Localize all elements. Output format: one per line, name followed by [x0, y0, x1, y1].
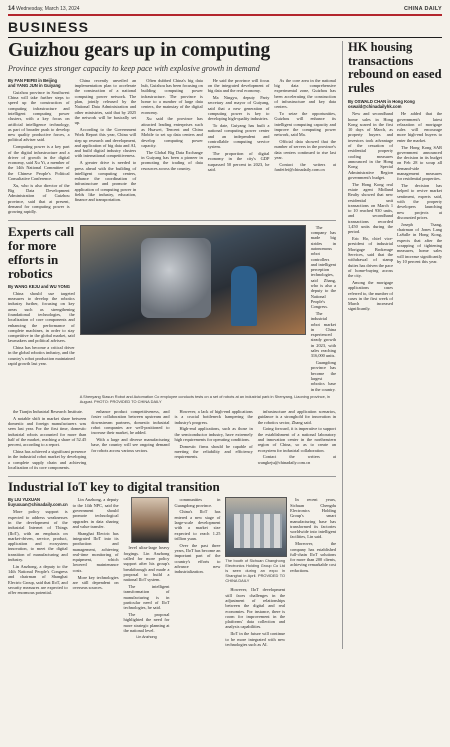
paragraph: Guizhou province in Southwest China will take further steps to speed up the construction of computing infrastructure and intelligent computing power clusters, with a key focus on artificial intelligence technology, as part of broader push to develop new quality productive forces, a political adviser said. [8, 89, 70, 143]
robot-photo-caption: A Shenyang Siasun Robot and Automation Co employee conducts tests on a set of robots at an industrial park in Shenyang, Liaoning province, in August. PHOTO: PROVIDED TO CHINA DAILY [79, 394, 330, 405]
paragraph: He added that the government's latest relaxation of mortgage rules will encourage more high-end buyers to enter the market. [397, 111, 442, 143]
section-rule [8, 37, 442, 38]
paragraph: The proposal highlighted the need for more strategic planning at the national level. [123, 611, 170, 633]
main-col-1 [8, 78, 70, 216]
paragraph: The Hong Kong SAR government announced the decision in its budget on Feb 28 to scrap all demand-side management measures for residential properties. [397, 144, 442, 182]
paragraph: Official data showed that the number of servers in the province's data centers continued to rise last year. [274, 139, 336, 160]
paragraph: New and secondhand home sales in Hong Kong soared in the first 10 days of March, as property buyers and investors took advantage of the cessation of residential property cooling measures announced in the Hong Kong Special Administrative Region government's budget. [348, 111, 393, 180]
iot-columns [8, 497, 336, 648]
byline-line-1: By FAN FEIFEI in Beijing [8, 77, 58, 83]
paragraph: With a large and diverse manufacturing base, the country will see ongoing demand for robots across various sectors. [91, 437, 170, 453]
paragraph: Lin Anzhong, a deputy to the 14th NPC, said the government should promote technological upgrades in data sharing and value transfer. [72, 497, 119, 529]
paragraph: The Hong Kong real estate agent Midland Realty showed that new residential unit transactions on March 1 to 10 reached 930 units, and secondhand transactions recorded 1,450 units during the period. [348, 181, 393, 235]
robotics-col-2 [311, 225, 336, 394]
paragraph: The intelligent transformation of manufacturing is in particular need of IIoT technologies, he said. [123, 583, 170, 611]
page-number: 14 [8, 6, 15, 12]
paragraph: enhance product competitiveness, and foster collaboration between upstream and downstream partners, domestic industrial robot companies are well-positioned to increase their market, he added. [91, 409, 170, 436]
mid-col-4 [258, 409, 336, 472]
paragraph: In recent years, Sichuan Chengdu Electronics Holding Group's smart manufacturing base has transformed its factories worldwide into intelligent facilities, Lin said. [290, 497, 337, 540]
paragraph: Shanghai Electric has integrated IIoT into its production and management, achieving real-time monitoring of equipment, which lowered maintenance costs. [72, 530, 119, 573]
paragraph: More policy support is expected to address weaknesses in the development of the industrial Internet of Things (IIoT), with an emphasis on market-driven, service, product, application and ecosystem innovation, to meet the digital transition of manufacturing and industry. [8, 509, 68, 563]
iot-col-1 [8, 497, 68, 648]
robotics-right [80, 225, 336, 409]
robotics-byline: By WANG KEJU and WU YONG [8, 283, 71, 289]
main-story-columns [8, 78, 336, 216]
mid-col-1 [8, 409, 86, 472]
robotics-continuation [8, 409, 336, 472]
paragraph: A greater drive is needed to press ahead with the building of intelligent computing centers, enhance the coordination of infrastructure and promote the application of computing power in fields like industry, education, finance and transportation. [74, 160, 137, 203]
paragraph: According to the Government Work Report this year, China will step up research and development, and application of big data and AI, and build digital industry clusters with international competitiveness. [74, 126, 137, 159]
iot-byline-name: By LIU YUXUAN [8, 497, 41, 503]
hk-byline [348, 99, 442, 109]
robotics-block [8, 225, 336, 409]
contact-line: Contact the writers at wangkeju@chinadaily.com.cn [257, 454, 336, 465]
paragraph: To date, Guiyang has built a national computing power center and an independent and controllable computing service system. [207, 123, 270, 150]
paragraph: Among the mortgage applications cases referred to, the number of cases in the first week of March increased significantly. [348, 280, 393, 312]
right-rail [342, 41, 442, 648]
paragraph: Over the past three years, IIoT has become an important part of the country's efforts to advance new industrialization. [174, 542, 221, 575]
page-header [8, 6, 442, 12]
paragraph: Moreover, the company has established full-chain IIoT solutions for more than 200 clients, achieving remarkable cost reductions. [290, 541, 337, 573]
story-separator [8, 220, 336, 221]
paragraph: China should use targeted measures to develop the robotics industry further, focusing on key areas such as strengthening foundational technologies, the localization of core components and enhancing the performance of complete machines, in order to stay competitive in the global market, said lawmakers and political advisers. [8, 290, 75, 344]
paragraph: The company has made big strides in autonomous robot controllers and intelligent perception technologies, said Zhang, who is also a deputy to the National People's Congress. [310, 224, 336, 310]
iot-col-4 [174, 497, 220, 648]
paragraph: However, IIoT development still faces challenges in the adjustment of relationships between the digital and real economies. For instance, there is room for improvement in the platforms' data collection and analysis capabilities. [225, 587, 286, 630]
paragraph: Ma Ningyu, deputy Party secretary and mayor of Guiyang, said that a new generation of computing power is key to developing high-quality industries. [207, 95, 270, 122]
paragraph: Joseph Tsang, chairman of Jones Lang LaSalle in Hong Kong, expects that after the scrapping of tightening measures, home sales will increase significantly by 10 percent this year. [397, 221, 442, 264]
contact-line: Contact the writers at fanfeifei@chinadaily.com.cn [274, 161, 336, 173]
paragraph: As the core area in the national big data comprehensive experimental zone, Guizhou has been accelerating the construction of infrastructure and key data centers. [274, 77, 336, 110]
portrait-photo [131, 497, 169, 543]
hk-col-2 [397, 111, 442, 313]
section-title: BUSINESS [8, 18, 90, 35]
paragraph: communities in Guangdong province. [174, 497, 221, 508]
iot-col-5 [225, 497, 285, 648]
paragraph: A notable shift in market share between domestic and foreign manufacturers was seen last year. For the first time, domestic industrial robots accounted for more than half of the market, reaching a share of 52.45 percent, according to a report. [8, 415, 87, 448]
publication-logo: CHINA DAILY [403, 6, 442, 12]
paragraph: level ultra-large heavy forgings. Lin Anzhong called for more policy support after his group's breakthrough and made a proposal to build a national IIoT system. [123, 545, 170, 583]
paragraph: China has become a critical driver in the global robotics industry, and the country's robot production maintained rapid growth last year. [8, 345, 75, 367]
expo-rack-shape [234, 514, 282, 548]
paragraph: The Global Big Data Exchange in Guiyang has been a pioneer in promoting the trading of data resources across the country. [141, 149, 203, 171]
paragraph: High-end applications, such as those in the semiconductor industry, have extremely high requirements for operating conditions. [174, 426, 253, 442]
iot-headline: Industrial IoT key to digital transition [8, 479, 220, 495]
paragraph: To seize the opportunities, Guizhou will enhance its intelligent computing capacity and improve the computing power network, said Ma. [274, 111, 336, 138]
iot-col-6 [290, 497, 336, 648]
iot-col-2 [73, 497, 119, 648]
left-area [8, 41, 336, 648]
main-col-3 [141, 78, 203, 216]
paragraph: China recently unveiled an implementation plan to accelerate the construction of a national computing power network. The plan, jointly released by the National Data Administration and other ministries, said that by 2025 the network will be basically set up. [74, 77, 137, 126]
paragraph: Guangdong province has become the largest robotics base in the country. [310, 360, 336, 392]
robotics-text [8, 225, 75, 409]
story-separator [8, 476, 336, 477]
paragraph: Going forward, it is imperative to support the establishment of a national laboratory and innovation center in the northeastern region of China, so as to create an ecosystem for industrial collaboration. [257, 426, 336, 453]
header-rule [8, 14, 442, 16]
paragraph: Often dubbed China's big data hub, Guizhou has been focusing on building computing power infrastructure. The province is home to a number of large data centers, the mainstay of the digital economy. [141, 77, 203, 115]
mid-col-2 [91, 409, 169, 472]
iot-byline-email: liuyuxuan@chinadaily.com.cn [8, 502, 68, 508]
paragraph: More key technologies are still dependent on overseas sources. [72, 574, 119, 591]
paragraph: The decision has helped to revive market sentiment, experts said, with the property developers launching new projects at discounted prices. [397, 183, 442, 220]
hk-columns [348, 111, 442, 313]
robot-arm-shape [141, 238, 211, 318]
expo-photo-caption: The booth of Sichuan Changhong Electronics Holding Group Co Ltd is seen during an expo in Shanghai in April. PROVIDED TO CHINA DAILY [225, 558, 286, 583]
expo-photo [225, 497, 287, 557]
main-byline [8, 78, 70, 88]
main-headline: Guizhou gears up in computing [8, 40, 271, 62]
iot-col-3 [124, 497, 170, 648]
paragraph: China has achieved a significant presence in the industrial robot market by developing a complete supply chain and achieving localization of its core components. [8, 449, 87, 470]
robot-photo [80, 225, 306, 335]
paragraph: infrastructure and application scenarios, guidance is a stronghold for innovation in the robotics sector, Zhang said. [257, 409, 336, 425]
robotics-headline: Experts call for more efforts in robotics [8, 223, 75, 281]
worker-shape [231, 266, 257, 326]
hk-byline-name: By OSWALD CHAN in Hong Kong [348, 99, 415, 105]
iot-byline [8, 497, 68, 507]
paragraph: The industrial robot market in China experienced steady growth in 2023, with sales reaching 316,000 units. [310, 310, 336, 359]
paragraph: the Tianjin Industrial Research Institute. [13, 409, 83, 415]
paragraph: He said the province will focus on the integrated development of big data and the real economy. [207, 77, 270, 94]
byline-line-2: and YANG JUN in Guiyang [8, 82, 61, 88]
main-col-4 [208, 78, 270, 216]
hk-byline-email: oswald@chinadailyhk.com [348, 104, 402, 110]
paragraph: IIoT in the future will continue to be more integrated with new technologies such as AI. [225, 631, 286, 647]
paragraph: Lin Anzhong, a deputy to the 14th National People's Congress and chairman of Shanghai Electric Group, said that IIoT, and security measures are expected to offer enormous potential. [8, 563, 68, 596]
main-dek: Province eyes stronger capacity to keep pace with explosive growth in demand [8, 64, 260, 74]
paragraph: Domestic firms should be capable of meeting the reliability and efficiency requirements. [174, 443, 253, 460]
paragraph: Xu said the province has attracted leading enterprises such as Huawei, Tencent and China Mobile to set up data centers and develop computing power capacity. [141, 116, 203, 148]
page-date: Wednesday, March 13, 2024 [16, 6, 80, 12]
main-col-5 [274, 78, 336, 216]
paragraph: However, a lack of high-end applications is a crucial bottleneck hampering the industry's progress. [174, 409, 253, 425]
paragraph: Eric Ho, chief vice-president of industrial Mortgage Brokerage Services, said that the withdrawal of stamp duties has driven the pace of home-buying across the city. [348, 236, 393, 279]
paragraph: Xu, who is also director of the Big Data Development Administration of Guizhou province, said that at present, demand for computing power is growing rapidly. [8, 182, 70, 215]
mid-col-3 [175, 409, 253, 472]
main-col-2 [75, 78, 137, 216]
robotics-col-1 [8, 284, 75, 367]
hk-col-1 [348, 111, 393, 313]
paragraph: The proportion of digital economy in the city's GDP surpassed 50 percent in 2023, he said. [207, 151, 270, 173]
hk-headline: HK housing transactions rebound on eased rules [348, 40, 442, 95]
paragraph: Computing power is a key part of the digital infrastructure and a driver of growth in the digital economy, said Xu Yi, a member of the 14th National Committee of the Chinese People's Political Consultative Conference. [8, 144, 70, 182]
paragraph: China's IIoT has entered a new stage of large-scale development with a market size expected to reach 1.25 trillion yuan. [174, 509, 221, 541]
portrait-caption: Lin Anzhong [136, 634, 157, 639]
